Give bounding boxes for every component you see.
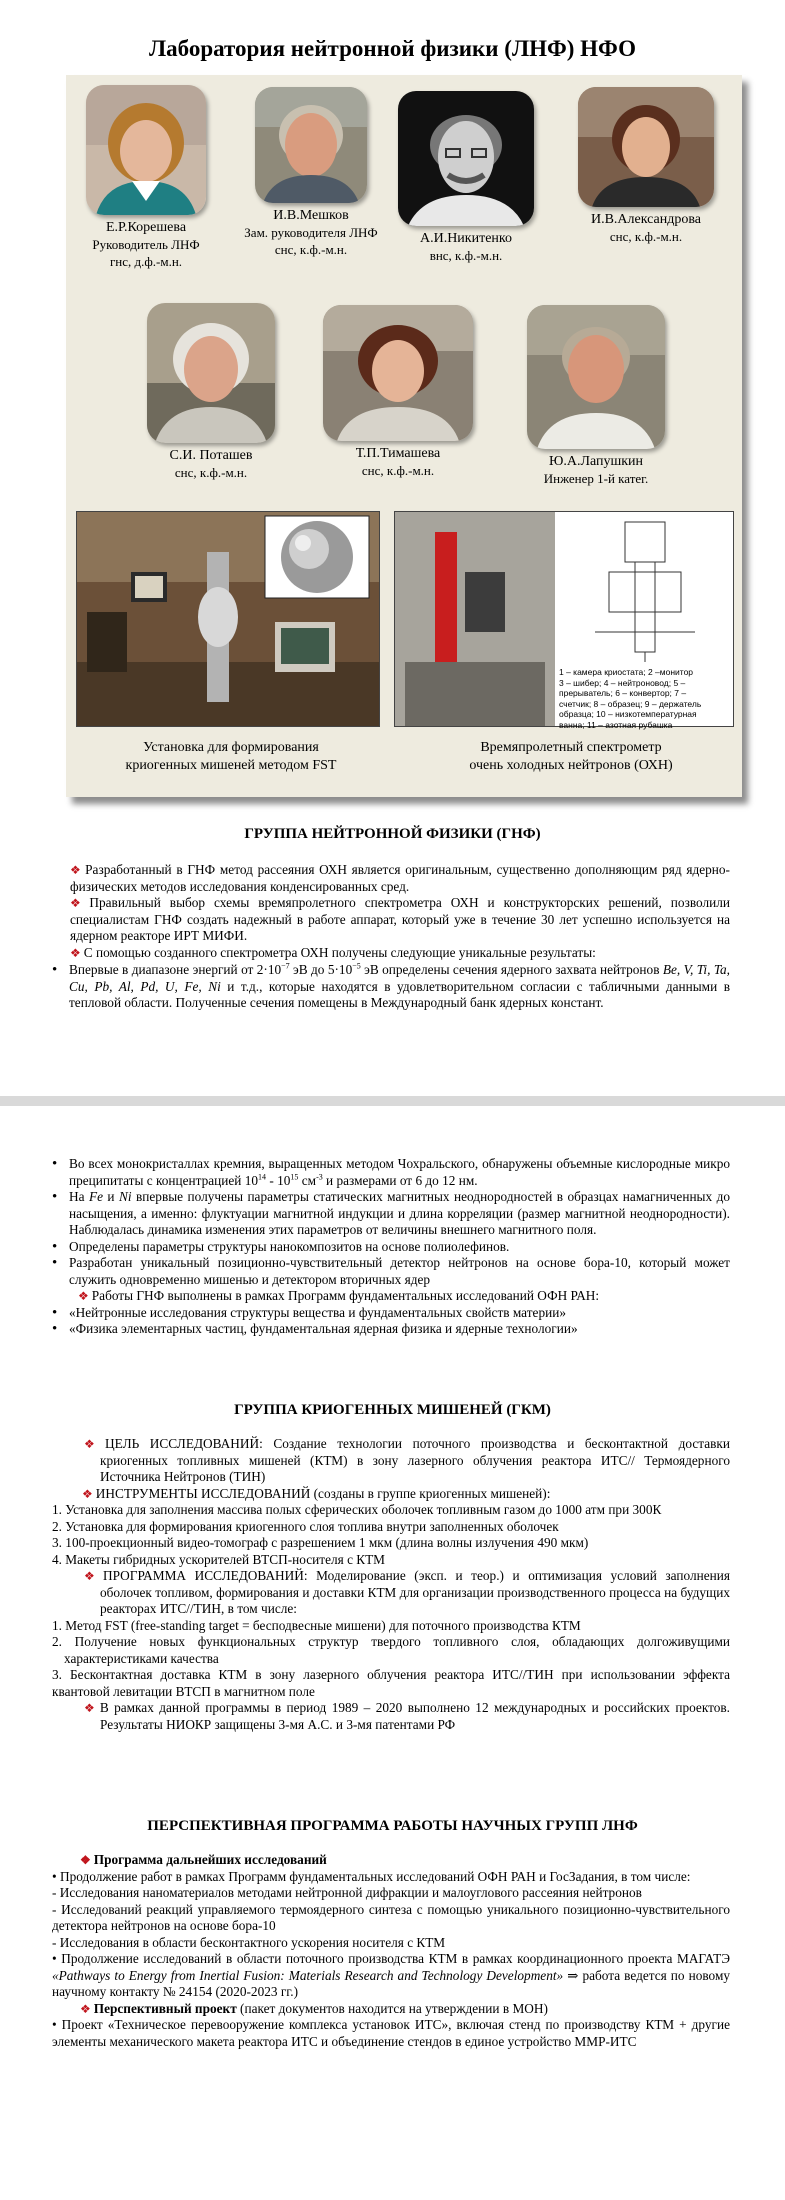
paragraph-text: Правильный выбор схемы времяпролетного спектрометра ОХН и конструкторских решений, позволили специалистам ГНФ создать надежный в работе аппарат, который уже в течение 30 лет успешно используется на ядерном реакторе ИРТ МИФИ. bbox=[70, 895, 730, 943]
person-name: С.И. Поташев bbox=[169, 448, 253, 463]
bold-label: Перспективный проект bbox=[93, 2000, 237, 2016]
portrait-photo bbox=[578, 87, 714, 207]
element-ni: Ni bbox=[118, 1189, 132, 1204]
person-card bbox=[384, 91, 548, 264]
portrait-photo bbox=[398, 91, 534, 226]
paragraph-text: В рамках данной программы в период 1989 – 2020 выполнено 12 международных и российских проектов. Результаты НИОКР защищены 3-мя А.С. и 3-мя патентами РФ bbox=[99, 1700, 730, 1732]
portrait-photo bbox=[527, 305, 665, 449]
diamond-bullet-icon: ❖ bbox=[70, 945, 81, 960]
diamond-bullet-icon: ❖ bbox=[80, 2001, 91, 2016]
person-degree: гнс, д.ф.-м.н. bbox=[109, 254, 183, 269]
paragraph bbox=[70, 895, 730, 945]
tool-item: 2. Установка для формирования криогенного слоя топлива внутри заполненных оболочек bbox=[52, 1518, 559, 1534]
portrait-photo bbox=[323, 305, 473, 441]
legend-line: ванна; 11 – азотная рубашка bbox=[559, 719, 673, 730]
fst-setup-photo bbox=[76, 511, 380, 727]
legend-line: образца; 10 – низкотемпературная bbox=[559, 709, 697, 719]
list-item-text: и размерами от 6 до 12 нм. bbox=[322, 1172, 478, 1188]
tool-item: 3. 100-проекционный видео-томограф с разрешением 1 мкм (длина волны излучения 490 мкм) bbox=[52, 1535, 589, 1550]
gnf-text bbox=[70, 862, 730, 961]
diamond-bullet-icon: ❖ bbox=[84, 1437, 103, 1451]
legend-line: 3 – шибер; 4 – нейтроновод; 5 – bbox=[559, 677, 686, 688]
superscript: 15 bbox=[290, 1172, 299, 1182]
person-name: А.И.Никитенко bbox=[419, 231, 513, 246]
element-list: Be, V, Ti, Ta, Cu, Pb, Al, Pd, U, Fe, Ni bbox=[69, 962, 730, 994]
paragraph bbox=[52, 1951, 730, 2001]
list-item: • Определены параметры структуры нанокомпозитов на основе полиолефинов. bbox=[52, 1239, 730, 1256]
person-role: Руководитель ЛНФ bbox=[92, 237, 200, 252]
paragraph-text: Разработанный в ГНФ метод рассеяния ОХН является оригинальным, существенно дополняющим ряд ядерно-физических методов исследования конденсированных сред. bbox=[70, 862, 730, 894]
superscript: −5 bbox=[352, 961, 361, 971]
diamond-bullet-icon: ❖ bbox=[82, 1486, 93, 1501]
perspective-text bbox=[52, 1852, 730, 2050]
person-name: Е.Р.Корешева bbox=[105, 220, 187, 235]
section-title-gkm: ГРУППА КРИОГЕННЫХ МИШЕНЕЙ (ГКМ) bbox=[234, 1402, 551, 1418]
person-degree: снс, к.ф.-м.н. bbox=[174, 465, 248, 480]
list-item-text: - 10 bbox=[266, 1172, 291, 1188]
person-degree: снс, к.ф.-м.н. bbox=[274, 242, 348, 257]
paragraph bbox=[52, 1486, 730, 1503]
superscript: 14 bbox=[258, 1172, 267, 1182]
paragraph bbox=[52, 1288, 730, 1305]
person-card bbox=[506, 305, 686, 487]
person-card bbox=[546, 87, 746, 245]
list-item bbox=[52, 1156, 730, 1189]
list-item bbox=[52, 962, 730, 1012]
list-item-text: Во всех монокристаллах кремния, выращенных методом Чохральского, обнаружены объемные кислородные микро преципитаты с концентрацией 10 bbox=[69, 1156, 730, 1188]
paragraph bbox=[52, 1568, 730, 1618]
gkm-text bbox=[52, 1436, 730, 1733]
list-item-text: эВ до 5·10 bbox=[289, 962, 353, 977]
person-card bbox=[226, 87, 396, 258]
list-item-text: и т.д., которые находятся в удовлетворительном согласии с табличными данными в тепловой области. Полученные сечения помещены в Международный банк ядерных констант. bbox=[69, 978, 730, 1010]
list-item-text: Впервые в диапазоне энергий от 2·10 bbox=[69, 962, 282, 977]
list-item-text: впервые получены параметры статических магнитных неоднородностей в образцах намагниченных до насыщения, а именно: флуктуации магнитной индукции и длина корреляции (размер магнитной неоднородности). Наблюдалась динамика изменения этих параметров от величины внешнего магнитного поля. bbox=[69, 1189, 730, 1237]
paragraph bbox=[52, 2001, 730, 2018]
list-item: • «Нейтронные исследования структуры вещества и фундаментальных свойств материи» bbox=[52, 1305, 730, 1322]
paragraph-text: ПРОГРАММА ИССЛЕДОВАНИЙ: Моделирование (эксп. и теор.) и оптимизация условий заполнения оболочек топливом, формирования и доставки КТМ для организации производственного процесса на будущих реакторах ИТС//ТИН, в том числе: bbox=[100, 1568, 730, 1616]
list-item: • «Физика элементарных частиц, фундаментальная ядерная физика и ядерные технологии» bbox=[52, 1321, 730, 1338]
gnf-results-continued bbox=[52, 1156, 730, 1338]
fst-caption bbox=[66, 739, 396, 775]
tool-item: 4. Макеты гибридных ускорителей ВТСП-носителя с КТМ bbox=[52, 1551, 385, 1567]
tof-caption bbox=[406, 739, 736, 775]
caption-line: криогенных мишеней методом FST bbox=[125, 758, 337, 773]
person-name: Т.П.Тимашева bbox=[355, 446, 441, 461]
sub-item: - Исследования наноматериалов методами нейтронной дифракции и малоуглового рассеяния нейтронов bbox=[52, 1885, 642, 1900]
paragraph bbox=[70, 945, 730, 962]
project-title: «Pathways to Energy from Inertial Fusion: Materials Research and Technology Development» bbox=[52, 1967, 564, 1983]
diamond-bullet-icon: ❖ bbox=[80, 1853, 91, 1867]
portrait-photo bbox=[147, 303, 275, 443]
person-card bbox=[136, 303, 286, 481]
person-degree: снс, к.ф.-м.н. bbox=[361, 463, 435, 478]
person-role: Инженер 1-й катег. bbox=[543, 471, 649, 486]
diamond-bullet-icon: ❖ bbox=[78, 1289, 89, 1303]
diamond-bullet-icon: ❖ bbox=[84, 1701, 97, 1715]
legend-line: прерыватель; 6 – конвертор; 7 – bbox=[559, 688, 687, 698]
bullet-icon: • bbox=[52, 2017, 62, 2032]
paragraph-text: Проект «Техническое перевооружение комплекса установок ИТС», включая стенд по производству КТМ + другие элементы механического макета реактора ИТС и объединение стендов в единое устройство ММР-ИТС bbox=[52, 2017, 730, 2049]
person-name: И.В.Александрова bbox=[590, 212, 702, 227]
page-1 bbox=[0, 0, 785, 1096]
paragraph bbox=[52, 1436, 730, 1486]
caption-line: очень холодных нейтронов (ОХН) bbox=[469, 758, 673, 773]
superscript: -3 bbox=[316, 1172, 323, 1182]
spectrometer-legend bbox=[559, 667, 729, 730]
list-item-text: см bbox=[298, 1172, 317, 1188]
paragraph-text: ⇒ работа ведется по новому научному контакту № 24154 (2020-2023 гг.) bbox=[52, 1967, 731, 1999]
portrait-photo bbox=[255, 87, 367, 203]
diamond-bullet-icon: ❖ bbox=[70, 863, 83, 877]
paragraph-text: Продолжение исследований в области поточного производства КТМ в рамках координационного проекта МАГАТЭ bbox=[61, 1951, 731, 1966]
paragraph bbox=[70, 862, 730, 895]
list-item-text: и bbox=[102, 1189, 119, 1204]
staff-panel bbox=[66, 75, 742, 797]
paragraph bbox=[52, 1700, 730, 1733]
program-item: 1. Метод FST (free-standing target = бесподвесные мишени) для поточного производства КТМ bbox=[52, 1617, 581, 1633]
page-title: Лаборатория нейтронной физики (ЛНФ) НФО bbox=[149, 36, 636, 61]
person-degree: снс, к.ф.-м.н. bbox=[609, 229, 683, 244]
diamond-bullet-icon: ❖ bbox=[70, 896, 87, 910]
paragraph bbox=[52, 2017, 730, 2050]
page-2 bbox=[0, 1106, 785, 2200]
sub-item: - Исследования в области бесконтактного ускорения носителя с КТМ bbox=[52, 1934, 446, 1950]
section-title-perspective: ПЕРСПЕКТИВНАЯ ПРОГРАММА РАБОТЫ НАУЧНЫХ ГРУПП ЛНФ bbox=[147, 1818, 638, 1834]
tool-item: 1. Установка для заполнения массива полых сферических оболочек топливным газом до 1000 атм при 300К bbox=[52, 1502, 662, 1517]
person-role: Зам. руководителя ЛНФ bbox=[244, 225, 378, 240]
superscript: −7 bbox=[281, 961, 290, 971]
bullet-icon: • bbox=[52, 1868, 60, 1884]
gnf-results-list bbox=[52, 962, 730, 1012]
section-title-gnf: ГРУППА НЕЙТРОННОЙ ФИЗИКИ (ГНФ) bbox=[244, 826, 541, 842]
paragraph-text: ИНСТРУМЕНТЫ ИССЛЕДОВАНИЙ (созданы в группе криогенных мишеней): bbox=[95, 1485, 551, 1501]
paragraph bbox=[52, 1869, 730, 1886]
paragraph-text: С помощью созданного спектрометра ОХН получены следующие уникальные результаты: bbox=[83, 944, 596, 960]
person-card bbox=[56, 85, 236, 270]
caption-line: Установка для формирования bbox=[143, 740, 319, 755]
program-item: 3. Бесконтактная доставка КТМ в зону лазерного облучения реактора ИТС//ТИН при использовании эффекта квантовой левитации ВТСП в магнитном поле bbox=[52, 1667, 730, 1699]
sub-item: - Исследований реакций управляемого термоядерного синтеза с помощью уникального позиционно-чувствительного детектора нейтронов на основе бора-10 bbox=[52, 1901, 730, 1933]
bullet-icon: • bbox=[52, 1951, 62, 1966]
paragraph-text: (пакет документов находится на утверждении в МОН) bbox=[236, 2000, 548, 2016]
legend-line: счетчик; 8 – образец; 9 – держатель bbox=[559, 698, 702, 709]
person-name: И.В.Мешков bbox=[273, 208, 349, 223]
paragraph-text: Работы ГНФ выполнены в рамках Программ фундаментальных исследований ОФН РАН: bbox=[91, 1288, 600, 1303]
person-name: Ю.А.Лапушкин bbox=[548, 454, 644, 469]
list-item-text: На bbox=[69, 1189, 89, 1204]
caption-line: Времяпролетный спектрометр bbox=[480, 740, 662, 755]
diamond-bullet-icon: ❖ bbox=[84, 1569, 101, 1583]
element-fe: Fe bbox=[88, 1189, 103, 1204]
person-degree: внс, к.ф.-м.н. bbox=[429, 248, 503, 263]
list-item: • Разработан уникальный позиционно-чувствительный детектор нейтронов на основе бора-10, который может служить одновременно мишенью и детектором вторичных ядер bbox=[52, 1255, 730, 1288]
portrait-photo bbox=[86, 85, 206, 215]
paragraph-text: Продолжение работ в рамках Программ фундаментальных исследований ОФН РАН и ГосЗадания, в том числе: bbox=[59, 1868, 691, 1884]
subheading bbox=[52, 1852, 730, 1869]
legend-line: 1 – камера криостата; 2 –монитор bbox=[559, 667, 694, 677]
list-item bbox=[52, 1189, 730, 1239]
subheading-text: Программа дальнейших исследований bbox=[93, 1852, 327, 1867]
person-card bbox=[318, 305, 478, 479]
paragraph-text: ЦЕЛЬ ИССЛЕДОВАНИЙ: Создание технологии поточного производства и бесконтактной доставки криогенных топливных мишеней (КТМ) в зону лазерного облучения реактора ИТС// Термоядерного Источника Нейтронов (ТИН) bbox=[100, 1436, 730, 1484]
list-item-text: эВ определены сечения ядерного захвата нейтронов bbox=[360, 962, 663, 977]
program-item: 2. Получение новых функциональных структур твердого топливного слоя, обладающих долгоживущими характеристиками качества bbox=[52, 1634, 730, 1666]
